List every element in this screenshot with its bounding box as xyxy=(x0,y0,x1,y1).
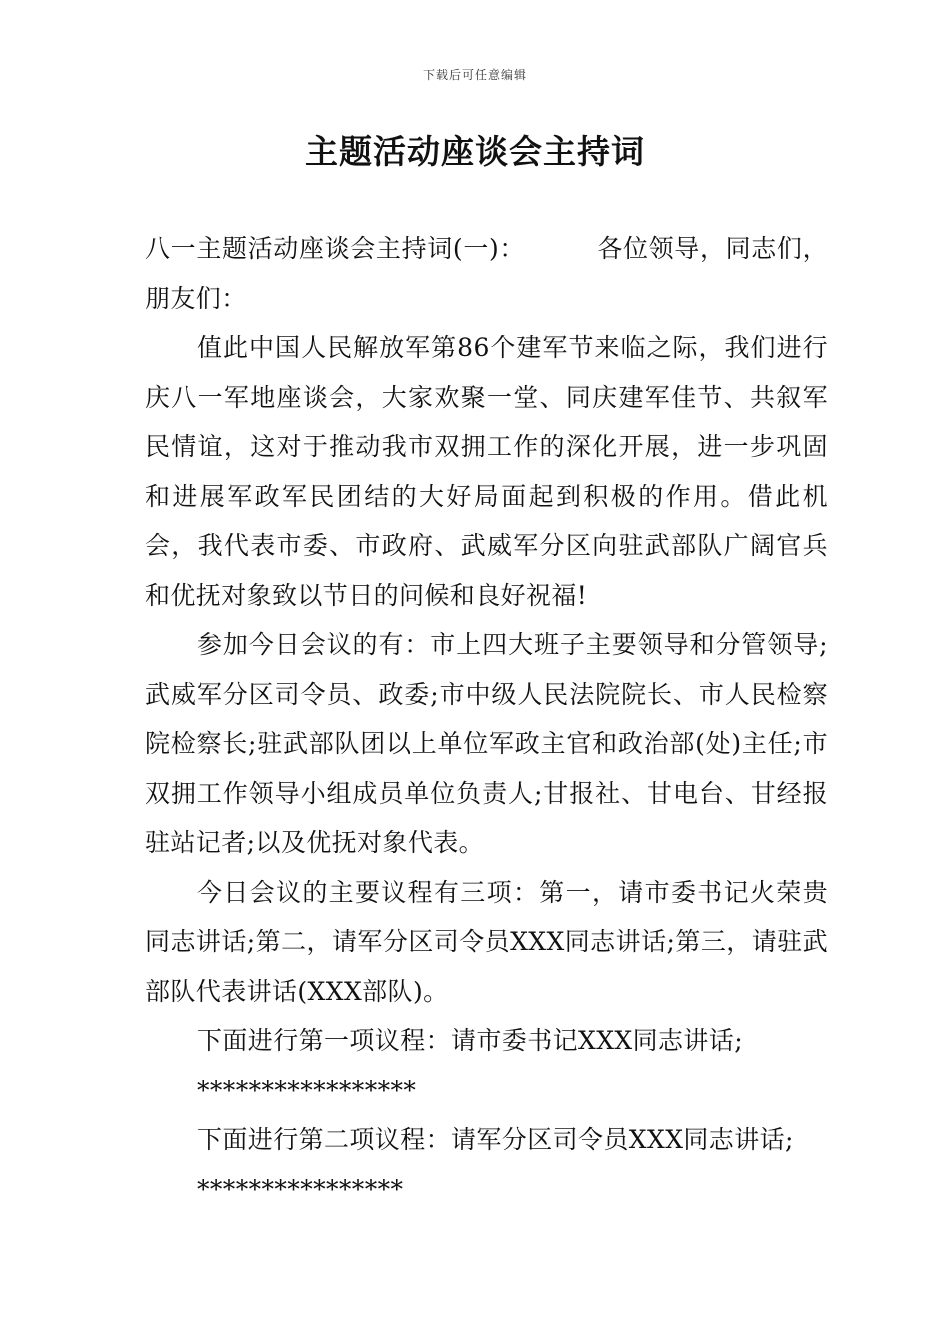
paragraph-item-two: 下面进行第二项议程：请军分区司令员XXX同志讲话; xyxy=(197,1125,794,1154)
paragraph-intro: 值此中国人民解放军第86个建军节来临之际，我们进行庆八一军地座谈会，大家欢聚一堂、同庆建军佳节、共叙军民情谊，这对于推动我市双拥工作的深化开展，进一步巩固和进展军政军民团结的大好局面起到积极的作用。借此机会，我代表市委、市政府、武威军分区向驻武部队广阔官兵和优抚对象致以节日的问候和良好祝福! xyxy=(145,333,828,610)
document-body xyxy=(145,224,828,1214)
separator-line: **************** xyxy=(197,1174,404,1204)
salutation: 各位领导，同志们，朋友们： xyxy=(145,234,828,313)
document-title: 主题活动座谈会主持词 xyxy=(305,132,645,171)
opening-heading: 八一主题活动座谈会主持词(一)： xyxy=(145,234,526,263)
paragraph-item-one: 下面进行第一项议程：请市委书记XXX同志讲话; xyxy=(197,1026,744,1055)
opening-paragraph xyxy=(145,224,828,323)
paragraph-attendees: 参加今日会议的有：市上四大班子主要领导和分管领导;武威军分区司令员、政委;市中级人民法院院长、市人民检察院检察长;驻武部队团以上单位军政主官和政治部(处)主任;市双拥工作领导小组成员单位负责人;甘报社、甘电台、甘经报驻站记者;以及优抚对象代表。 xyxy=(145,630,828,857)
separator-line: ***************** xyxy=(197,1075,417,1105)
header-note: 下载后可任意编辑 xyxy=(422,68,527,82)
paragraph-agenda: 今日会议的主要议程有三项：第一，请市委书记火荣贵同志讲话;第二，请军分区司令员XXX同志讲话;第三，请驻武部队代表讲话(XXX部队)。 xyxy=(145,877,828,1006)
